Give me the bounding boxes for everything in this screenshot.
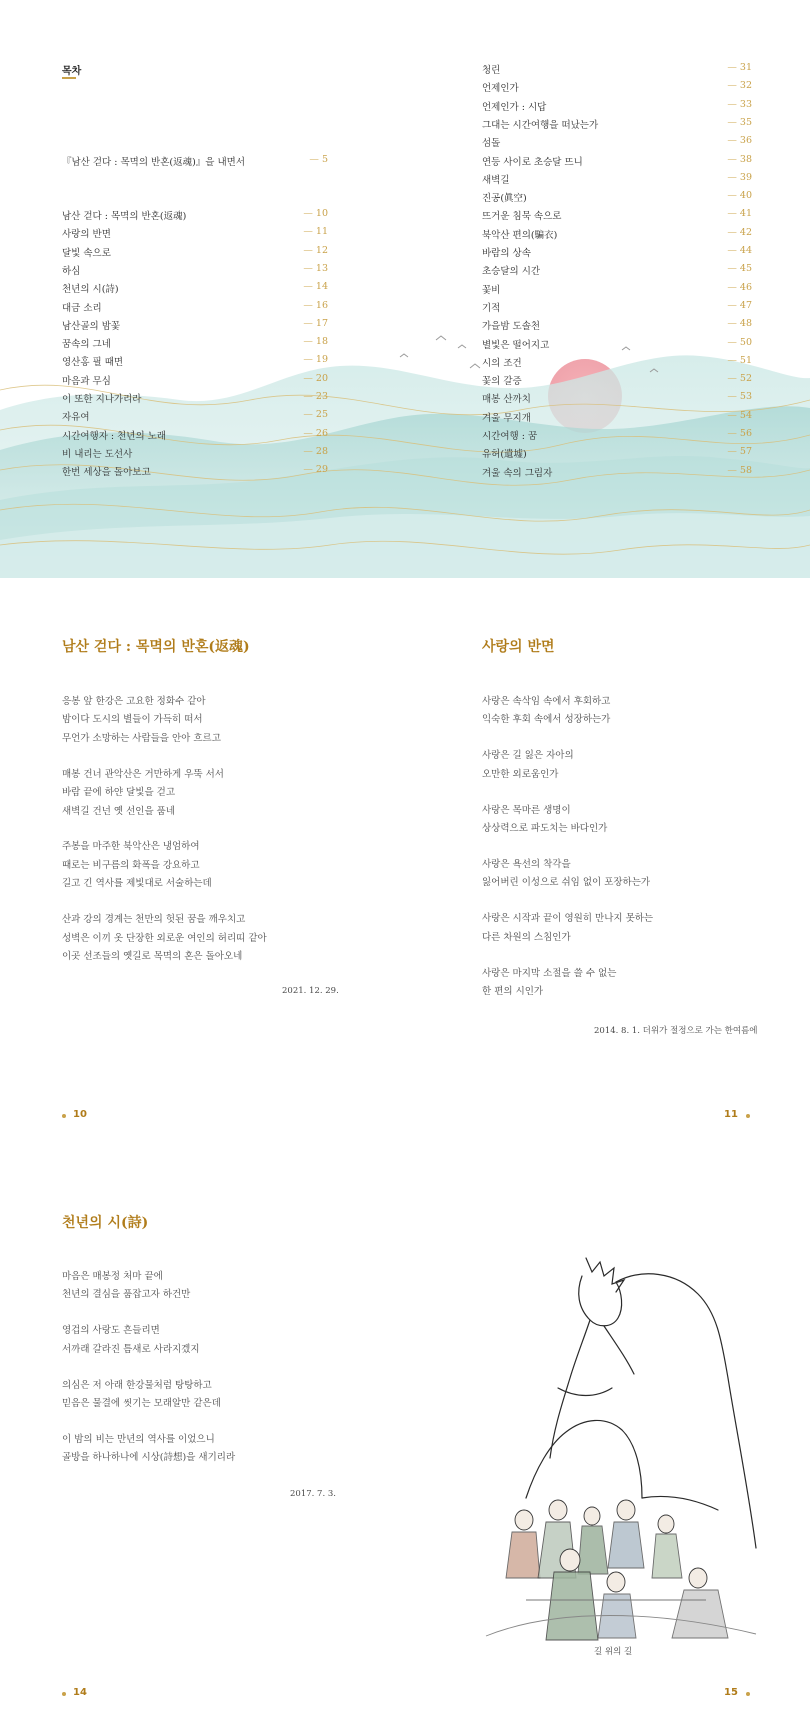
toc-entry-page: — 47	[727, 300, 752, 311]
poem-line: 사랑은 시작과 끝이 영원히 만나지 못하는	[482, 913, 654, 925]
page-14-title: 천년의 시(詩)	[62, 1215, 149, 1231]
poem-line: 사랑은 목마른 생명이	[482, 804, 571, 816]
toc-entry-title: 하심	[62, 265, 81, 277]
bird-1	[400, 354, 408, 357]
toc-entry-title: 꽃비	[482, 284, 501, 296]
toc-entry[interactable]	[482, 428, 752, 442]
toc-entry-title: 매봉 산까치	[482, 394, 531, 406]
toc-entry-title: 유허(遺墟)	[482, 449, 527, 461]
toc-entry-title: 청린	[482, 65, 501, 76]
toc-entry-page: — 32	[727, 80, 752, 91]
ink-wash-figures-illustration	[466, 1248, 766, 1648]
toc-entry[interactable]	[62, 263, 328, 277]
toc-entry[interactable]	[62, 226, 328, 240]
toc-entry[interactable]	[482, 190, 752, 204]
toc-entry-title: 달빛 속으로	[62, 247, 111, 259]
toc-entry[interactable]	[482, 80, 752, 94]
poem-line: 이 밤의 비는 만년의 역사를 이었으니	[62, 1433, 215, 1445]
toc-entry-page: — 57	[727, 446, 752, 457]
toc-entry-page: — 44	[727, 245, 752, 256]
poem-line: 오만한 외로움인가	[482, 768, 559, 780]
toc-entry[interactable]	[62, 446, 328, 460]
page-number-14: 14	[73, 1687, 87, 1698]
toc-entry-page: — 17	[303, 318, 328, 329]
toc-entry-title: 그대는 시간여행을 떠났는가	[482, 119, 599, 131]
page-number-15: 15	[724, 1687, 738, 1698]
toc-entry[interactable]	[62, 428, 328, 442]
toc-entry-page: — 53	[727, 391, 752, 402]
toc-entry-page: — 20	[303, 373, 328, 384]
toc-entry-page: — 42	[727, 227, 752, 238]
poem-line: 천년의 결심을 품잡고자 하건만	[62, 1289, 191, 1301]
toc-entry-title: 가을밤 도솔천	[482, 321, 541, 333]
toc-entry[interactable]	[482, 99, 752, 113]
toc-entry-title: 사랑의 반면	[62, 229, 111, 241]
toc-entry-page: — 40	[727, 190, 752, 201]
toc-entry[interactable]	[482, 172, 752, 186]
poem-line: 의심은 저 아래 한강물처럼 탕탕하고	[62, 1379, 212, 1391]
toc-entry-page: — 26	[303, 428, 328, 439]
toc-entry-title: 뜨거운 침묵 속으로	[482, 211, 562, 223]
toc-entry-title: 기적	[482, 302, 501, 314]
toc-entry-title: 별빛은 떨어지고	[482, 339, 550, 351]
toc-entry-title: 새벽길	[482, 174, 510, 186]
toc-entry-page: — 14	[303, 281, 328, 292]
toc-entry-page: — 18	[303, 336, 328, 347]
toc-entry-title: 꿈속의 그네	[62, 339, 111, 351]
toc-entry[interactable]	[482, 282, 752, 296]
toc-entry[interactable]	[62, 409, 328, 423]
poem-line: 주봉을 마주한 북악산은 냉엄하여	[62, 841, 200, 853]
toc-entry-page: — 12	[303, 245, 328, 256]
page-11-title: 사랑의 반면	[482, 639, 555, 655]
toc-entry[interactable]	[482, 373, 752, 387]
folio-dot	[746, 1114, 750, 1118]
toc-entry[interactable]	[482, 300, 752, 314]
toc-entry-page: — 28	[303, 446, 328, 457]
toc-entry-page: — 11	[303, 226, 328, 237]
toc-entry[interactable]	[62, 373, 328, 387]
toc-entry[interactable]	[62, 336, 328, 350]
poem-line: 사랑은 길 잃은 자아의	[482, 750, 574, 762]
poem-line: 골방을 하나하나에 시상(詩想)을 새기리라	[62, 1452, 236, 1464]
toc-entry-preface[interactable]	[62, 154, 328, 168]
toc-entry-page: — 41	[727, 208, 752, 219]
toc-entry[interactable]	[482, 245, 752, 259]
poem-line: 새벽길 건넌 옛 선인을 품네	[62, 805, 176, 817]
folio-dot	[62, 1692, 66, 1696]
toc-entry[interactable]	[482, 117, 752, 131]
poem-line: 익숙한 후회 속에서 성장하는가	[482, 714, 611, 726]
page-10-title: 남산 걷다 : 목멱의 반혼(返魂)	[62, 639, 250, 655]
bird-4	[470, 364, 480, 368]
toc-entry-title: 겨울 무지개	[482, 412, 531, 424]
poem-line: 응봉 앞 한강은 고요한 정화수 같아	[62, 696, 206, 707]
toc-entry-title: 남산 걷다 : 목멱의 반혼(返魂)	[62, 211, 187, 222]
toc-entry[interactable]	[62, 245, 328, 259]
folio-dot	[62, 1114, 66, 1118]
toc-entry-page: — 39	[727, 172, 752, 183]
poem-line: 바람 끝에 하얀 달빛을 걷고	[62, 787, 176, 799]
toc-entry-title: 『남산 걷다 : 목멱의 반혼(返魂)』을 내면서	[62, 157, 246, 168]
poem-line: 믿음은 물결에 씻기는 모래알만 같은데	[62, 1398, 221, 1409]
toc-entry-title: 마음과 무심	[62, 375, 111, 387]
poem-line: 매봉 건너 관악산은 거만하게 우뚝 서서	[62, 768, 224, 780]
poem-line: 산과 강의 경계는 천만의 헛된 꿈을 깨우치고	[62, 914, 246, 926]
poem-line: 사랑은 욕선의 착각을	[482, 858, 571, 870]
toc-entry-title: 시간여행 : 꿈	[482, 431, 538, 442]
poem-line: 사랑은 마지막 소절을 쓸 수 없는	[482, 967, 617, 979]
toc-entry[interactable]	[482, 227, 752, 241]
toc-entry-title: 영산홍 필 때면	[62, 357, 124, 369]
toc-entry-page: — 25	[303, 409, 328, 420]
toc-entry-page: — 38	[727, 154, 752, 165]
poem-line: 무언가 소망하는 사람들을 안아 흐르고	[62, 732, 221, 744]
folio-dot	[746, 1692, 750, 1696]
toc-entry-title: 진공(眞空)	[482, 193, 527, 205]
toc-entry-page: — 58	[727, 465, 752, 476]
poem-line: 성벽은 이끼 옷 단장한 외로운 여인의 허리띠 같아	[62, 932, 267, 944]
poem-line: 마음은 매봉정 처마 끝에	[62, 1271, 163, 1282]
poem-line: 다른 차원의 스침인가	[482, 931, 571, 943]
page-number-10: 10	[73, 1109, 87, 1120]
toc-entry[interactable]	[482, 318, 752, 332]
toc-entry-page: — 46	[727, 282, 752, 293]
poem-line: 이곳 선조들의 옛길로 목멱의 혼은 돌아오네	[62, 950, 243, 962]
toc-entry-page: — 52	[727, 373, 752, 384]
toc-entry-page: — 36	[727, 135, 752, 146]
poem-line: 잃어버린 이성으로 쉬임 없이 포장하는가	[482, 877, 651, 889]
toc-entry-page: — 23	[303, 391, 328, 402]
toc-heading-underline	[62, 77, 76, 79]
toc-entry-page: — 5	[309, 154, 328, 165]
toc-heading: 목차	[62, 66, 82, 77]
toc-entry-title: 천년의 시(詩)	[62, 284, 119, 296]
bird-2	[436, 336, 446, 340]
toc-entry-title: 시의 조건	[482, 357, 522, 369]
toc-entry-page: — 10	[303, 208, 328, 219]
toc-entry-page: — 19	[303, 354, 328, 365]
toc-entry-title: 겨울 속의 그림자	[482, 467, 553, 479]
toc-entry[interactable]	[62, 354, 328, 368]
toc-entry[interactable]	[482, 135, 752, 149]
toc-entry-page: — 33	[727, 99, 752, 110]
toc-entry-title: 남산골의 밤꽃	[62, 320, 121, 332]
page-10-date: 2021. 12. 29.	[282, 986, 339, 996]
toc-entry[interactable]	[482, 263, 752, 277]
toc-entry-title: 연등 사이로 초승달 뜨니	[482, 156, 583, 168]
page-number-11: 11	[724, 1109, 738, 1120]
toc-entry-page: — 29	[303, 464, 328, 475]
toc-entry-title: 바람의 상속	[482, 248, 531, 259]
toc-entry-page: — 48	[727, 318, 752, 329]
toc-entry-title: 한번 세상을 돌아보고	[62, 467, 151, 479]
toc-entry[interactable]	[482, 446, 752, 460]
toc-entry[interactable]	[62, 391, 328, 405]
toc-entry[interactable]	[482, 465, 752, 479]
contents-spread	[0, 0, 810, 578]
toc-entry-title: 이 또한 지나가리라	[62, 394, 142, 405]
poem-line: 밤이다 도시의 별들이 가득히 떠서	[62, 714, 203, 726]
page-14-date: 2017. 7. 3.	[290, 1489, 336, 1499]
toc-entry-title: 북악산 편의(騙衣)	[482, 229, 558, 241]
poem-line: 서까래 갈라진 틈새로 사라지겠지	[62, 1343, 200, 1355]
toc-entry[interactable]	[482, 355, 752, 369]
poem-line: 한 편의 시인가	[482, 985, 544, 997]
toc-entry[interactable]	[482, 391, 752, 405]
toc-entry[interactable]	[62, 208, 328, 222]
poem-line: 영겁의 사랑도 흔들리면	[62, 1325, 160, 1337]
toc-entry-page: — 13	[303, 263, 328, 274]
toc-entry-title: 언제인가	[482, 83, 519, 95]
toc-entry[interactable]	[62, 464, 328, 478]
page-11-date: 2014. 8. 1. 더위가 절정으로 가는 한여름에	[594, 1026, 758, 1036]
toc-entry[interactable]	[482, 337, 752, 351]
toc-entry-title: 섬돌	[482, 138, 501, 150]
toc-entry-page: — 56	[727, 428, 752, 439]
poem-line: 때로는 비구름의 화폭을 강요하고	[62, 859, 200, 871]
toc-entry-page: — 51	[727, 355, 752, 366]
poem-line: 사랑은 속삭임 속에서 후회하고	[482, 696, 611, 707]
toc-entry[interactable]	[482, 410, 752, 424]
illustration-caption: 길 위의 길	[594, 1647, 633, 1657]
toc-entry-title: 꽃의 갈증	[482, 376, 522, 388]
poem-line: 상상력으로 파도치는 바다인가	[482, 823, 608, 834]
toc-entry[interactable]	[482, 154, 752, 168]
toc-entry-page: — 31	[727, 62, 752, 73]
toc-entry-page: — 16	[303, 300, 328, 311]
toc-entry-title: 시간여행자 : 천년의 노래	[62, 430, 167, 442]
toc-entry[interactable]	[62, 300, 328, 314]
toc-entry-title: 초승달의 시간	[482, 266, 541, 278]
toc-entry-title: 자유여	[62, 412, 90, 424]
toc-entry-page: — 45	[727, 263, 752, 274]
toc-entry[interactable]	[482, 62, 752, 76]
bird-3	[458, 345, 466, 348]
toc-entry-title: 비 내리는 도선사	[62, 448, 133, 460]
toc-entry-page: — 35	[727, 117, 752, 128]
toc-entry[interactable]	[62, 318, 328, 332]
toc-entry-title: 언제인가 : 시답	[482, 101, 547, 113]
poem-line: 길고 긴 역사를 제빛대로 서술하는데	[62, 878, 212, 890]
toc-entry[interactable]	[62, 281, 328, 295]
toc-entry[interactable]	[482, 208, 752, 222]
toc-entry-page: — 50	[727, 337, 752, 348]
toc-entry-title: 대금 소리	[62, 302, 102, 314]
toc-entry-page: — 54	[727, 410, 752, 421]
